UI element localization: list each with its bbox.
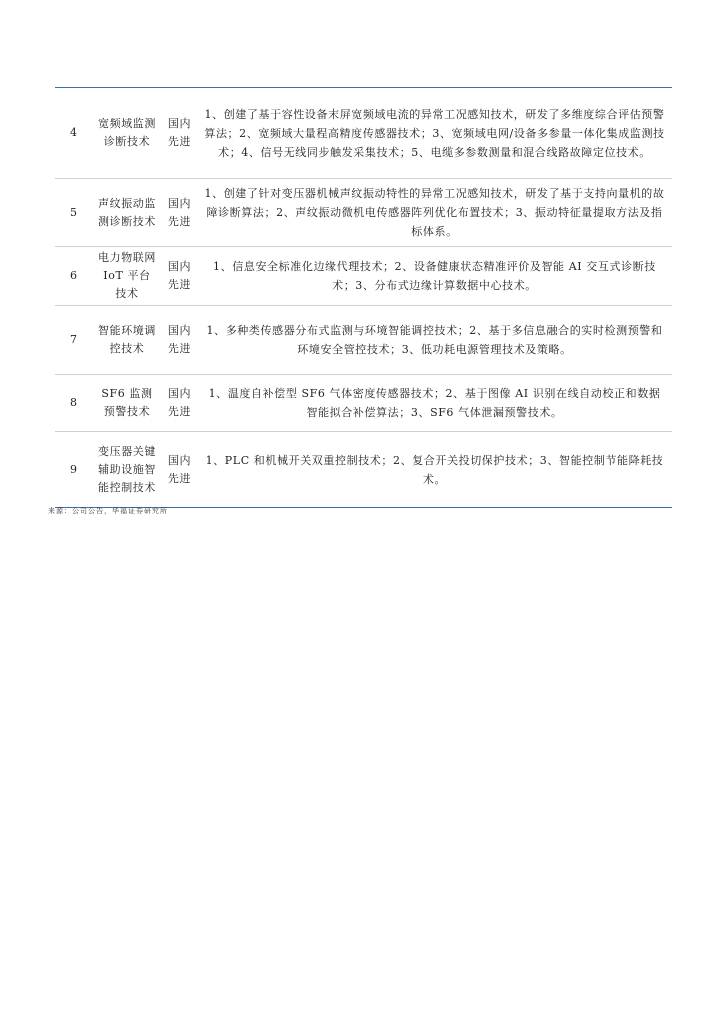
row-number: 4 bbox=[55, 88, 92, 179]
technology-name: 变压器关键辅助设施智能控制技术 bbox=[98, 444, 156, 494]
technology-name: SF6 监测预警技术 bbox=[92, 375, 162, 432]
table-row bbox=[55, 432, 672, 508]
technology-level: 国内先进 bbox=[162, 179, 197, 247]
technology-description: 1、创建了基于容性设备末屏宽频域电流的异常工况感知技术，研发了多维度综合评估预警算法；2、宽频域大量程高精度传感器技术；3、宽频域电网/设备多参量一体化集成监测技术；4、信号无线同步触发采集技术；5、电缆多参数测量和混合线路故障定位技术。 bbox=[197, 88, 672, 179]
technology-level: 国内先进 bbox=[167, 453, 192, 485]
technology-name: 宽频域监测诊断技术 bbox=[92, 88, 162, 179]
technology-name: 智能环境调控技术 bbox=[92, 306, 162, 375]
technology-description: 1、创建了针对变压器机械声纹振动特性的异常工况感知技术，研发了基于支持向量机的故障诊断算法；2、声纹振动微机电传感器阵列优化布置技术；3、振动特征量提取方法及指标体系。 bbox=[197, 179, 672, 247]
row-number: 8 bbox=[55, 375, 92, 432]
table-row bbox=[55, 375, 672, 432]
technology-name: 声纹振动监测诊断技术 bbox=[92, 179, 162, 247]
table-row bbox=[55, 179, 672, 247]
row-number: 9 bbox=[70, 462, 77, 476]
source-note: 来源：公司公告，华福证券研究所 bbox=[48, 507, 168, 515]
technology-level: 国内先进 bbox=[162, 306, 197, 375]
technology-name: 电力物联网 IoT 平台技术 bbox=[92, 247, 162, 306]
table-row bbox=[55, 88, 672, 179]
row-number: 5 bbox=[55, 179, 92, 247]
technology-description: 1、PLC 和机械开关双重控制技术；2、复合开关投切保护技术；3、智能控制节能降耗技术。 bbox=[205, 453, 664, 486]
row-number: 7 bbox=[55, 306, 92, 375]
technology-table bbox=[55, 87, 672, 508]
table-row bbox=[55, 306, 672, 375]
technology-description: 1、温度自补偿型 SF6 气体密度传感器技术；2、基于图像 AI 识别在线自动校正和数据智能拟合补偿算法；3、SF6 气体泄漏预警技术。 bbox=[197, 375, 672, 432]
technology-level: 国内先进 bbox=[162, 375, 197, 432]
row-number: 6 bbox=[55, 247, 92, 306]
technology-level: 国内先进 bbox=[162, 88, 197, 179]
technology-description: 1、多种类传感器分布式监测与环境智能调控技术；2、基于多信息融合的实时检测预警和环境安全管控技术；3、低功耗电源管理技术及策略。 bbox=[197, 306, 672, 375]
technology-description: 1、信息安全标准化边缘代理技术；2、设备健康状态精准评价及智能 AI 交互式诊断技术；3、分布式边缘计算数据中心技术。 bbox=[197, 247, 672, 306]
table-row bbox=[55, 247, 672, 306]
technology-level: 国内先进 bbox=[162, 247, 197, 306]
